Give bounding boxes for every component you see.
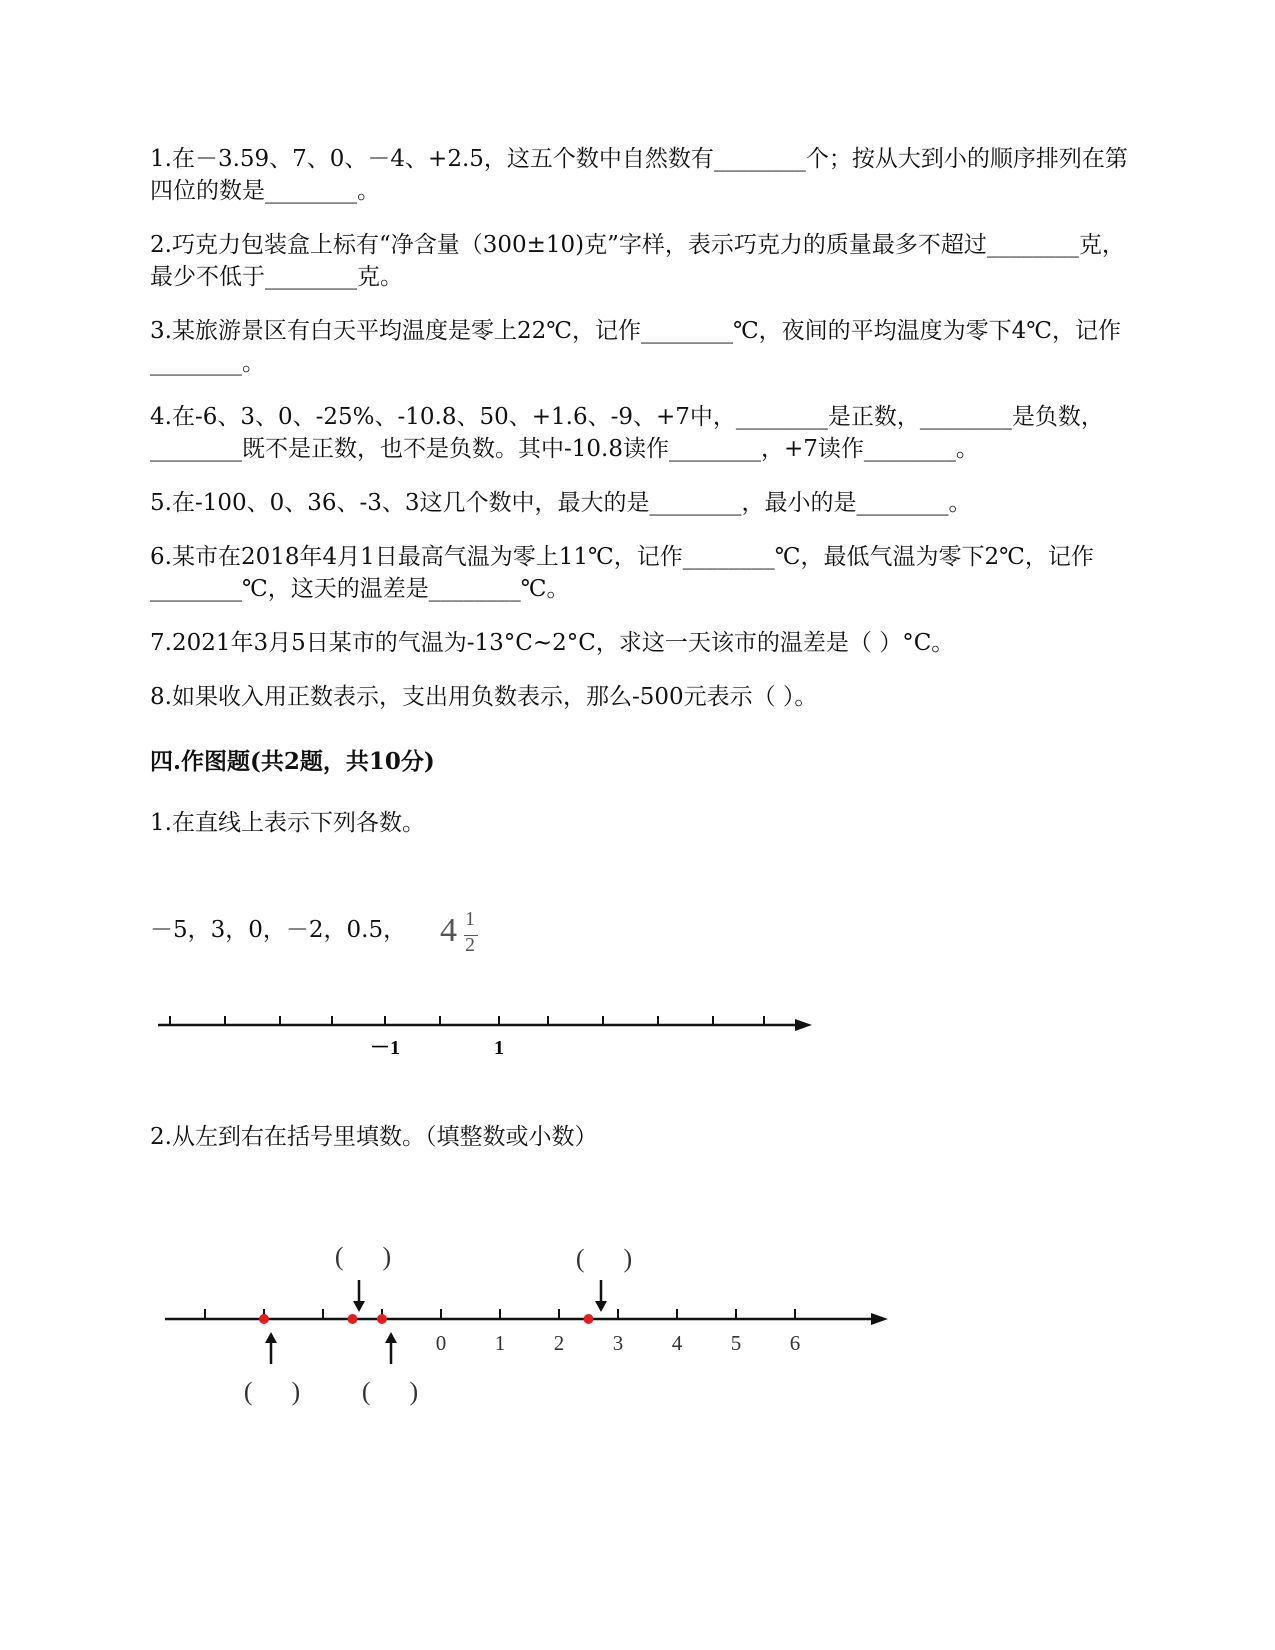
blank-bottom-1: ( ) — [243, 1377, 301, 1406]
draw-question-2-prompt: 2.从左到右在括号里填数。（填整数或小数） — [150, 1124, 598, 1150]
question-1: 1.在－3.59、7、0、－4、+2.5，这五个数中自然数有________个；按从大到小的顺序排列在第四位的数是________。 — [150, 146, 1128, 204]
question-4: 4.在-6、3、0、-25%、-10.8、50、+1.6、-9、+7中，________是正数，________是负数，________既不是正数，也不是负数。其中-10.8读作________，+7读作________。 — [150, 404, 1104, 462]
fraction-numerator: 1 — [465, 908, 475, 930]
draw-question-1-numbers: －5，3，0，－2，0.5， — [150, 917, 407, 943]
marked-point-3 — [377, 1314, 387, 1324]
axis-2-label-2: 2 — [553, 1331, 565, 1355]
axis-2-label-3: 3 — [612, 1331, 624, 1355]
fraction-whole: 4 — [440, 912, 457, 949]
question-5: 5.在-100、0、36、-3、3这几个数中，最大的是________，最小的是________。 — [150, 490, 972, 516]
fraction-denominator: 2 — [465, 934, 475, 956]
question-8: 8.如果收入用正数表示，支出用负数表示，那么-500元表示（ ）。 — [150, 684, 818, 710]
blank-top-2: ( ) — [575, 1244, 633, 1273]
question-6: 6.某市在2018年4月1日最高气温为零上11℃，记作________℃，最低气温为零下2℃，记作________℃，这天的温差是________℃。 — [150, 544, 1094, 602]
axis-arrow-2 — [871, 1313, 888, 1325]
axis-2-label-1: 1 — [494, 1331, 506, 1355]
blank-top-1: ( ) — [334, 1242, 392, 1271]
number-line-2 — [165, 1242, 888, 1406]
axis-arrow-1 — [795, 1019, 812, 1031]
question-7: 7.2021年3月5日某市的气温为-13°C~2°C，求这一天该市的温差是（ ）°C。 — [150, 630, 955, 656]
number-line-1 — [158, 1016, 812, 1059]
question-3: 3.某旅游景区有白天平均温度是零上22℃，记作________℃，夜间的平均温度为零下4℃，记作________。 — [150, 318, 1122, 376]
axis-2-label-4: 4 — [671, 1331, 683, 1355]
question-2: 2.巧克力包装盒上标有“净含量（300±10)克”字样，表示巧克力的质量最多不超过________克，最少不低于________克。 — [150, 232, 1125, 290]
marked-point-4 — [584, 1314, 594, 1324]
arrow-up-2 — [385, 1332, 397, 1364]
axis-1-label-neg1: －1 — [370, 1037, 400, 1059]
arrow-down-2 — [595, 1280, 607, 1312]
axis-2-label-0: 0 — [435, 1331, 447, 1355]
marked-point-2 — [348, 1314, 358, 1324]
arrow-up-1 — [265, 1332, 277, 1364]
arrow-down-1 — [353, 1280, 365, 1312]
section-heading: 四.作图题(共2题，共10分) — [150, 748, 435, 775]
axis-2-label-5: 5 — [730, 1331, 742, 1355]
draw-question-1-prompt: 1.在直线上表示下列各数。 — [150, 810, 425, 836]
axis-2-label-6: 6 — [789, 1331, 801, 1355]
axis-1-label-1: 1 — [494, 1037, 504, 1059]
marked-point-1 — [259, 1314, 269, 1324]
blank-bottom-2: ( ) — [361, 1377, 419, 1406]
